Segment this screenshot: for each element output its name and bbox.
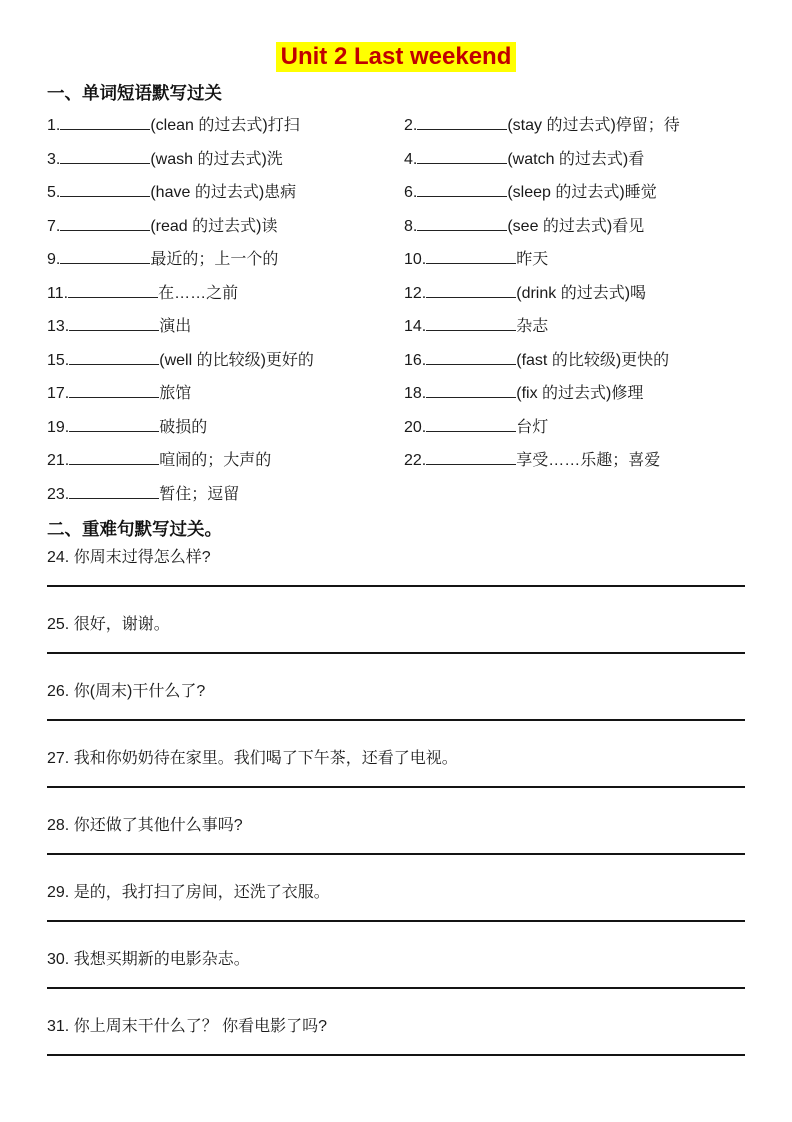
word-item-hint: 喧闹的；大声的: [159, 452, 272, 469]
word-item: [404, 411, 745, 445]
word-item-number: 1.: [47, 117, 61, 134]
word-item-hint: (read 的过去式)读: [150, 217, 278, 235]
word-item-hint: 在……之前: [158, 284, 239, 302]
sentence-list: [47, 547, 745, 1056]
word-item-number: 15.: [47, 351, 70, 369]
word-item-hint: (watch 的过去式)看: [507, 150, 645, 168]
word-item-hint: 演出: [159, 318, 192, 335]
word-item-number: 2.: [404, 117, 418, 134]
word-item-hint: (see 的过去式)看见: [507, 217, 645, 235]
sentence-text: 你还做了其他什么事吗?: [73, 817, 243, 834]
word-item: [404, 143, 745, 177]
word-blank-line: [69, 350, 159, 365]
word-item-hint: (fast 的比较级)更快的: [516, 351, 670, 369]
word-item-hint: 享受……乐趣；喜爱: [516, 452, 661, 469]
word-item: [404, 377, 745, 411]
word-item-number: 5.: [47, 184, 61, 201]
word-blank-line: [60, 216, 150, 231]
page-title: Unit 2 Last weekend: [276, 42, 517, 72]
word-item-hint: (sleep 的过去式)睡觉: [507, 184, 657, 201]
word-item-hint: (wash 的过去式)洗: [150, 150, 283, 168]
sentence-number: 26.: [47, 683, 70, 700]
word-item: [404, 344, 745, 378]
word-item: [404, 109, 745, 143]
word-blank-line: [426, 249, 516, 264]
word-item: [404, 277, 745, 311]
word-blank-line: [60, 149, 150, 164]
word-item: [47, 478, 404, 512]
word-blank-line: [426, 350, 516, 365]
word-item-number: 4.: [404, 150, 418, 168]
word-item-hint: (clean 的过去式)打扫: [150, 117, 300, 134]
word-item-number: 22.: [404, 452, 427, 469]
word-item-number: 8.: [404, 217, 418, 235]
word-item: [47, 176, 404, 210]
word-item-hint: 杂志: [516, 318, 549, 335]
answer-line: [47, 853, 745, 855]
word-item-hint: (have 的过去式)患病: [150, 184, 297, 201]
sentence-text: 很好，谢谢。: [73, 616, 170, 633]
sentence-number: 30.: [47, 951, 70, 968]
sentence-text: 是的，我打扫了房间，还洗了衣服。: [73, 884, 330, 901]
word-item-number: 6.: [404, 184, 418, 201]
sentence-text: 你上周末干什么了？ 你看电影了吗?: [73, 1018, 328, 1035]
section-sentences-heading: 二、重难句默写过关。: [47, 519, 222, 539]
word-item: [47, 310, 404, 344]
answer-line: [47, 652, 745, 654]
word-item-hint: 最近的；上一个的: [150, 251, 279, 268]
word-blank-line: [69, 316, 159, 331]
word-item-number: 16.: [404, 351, 427, 369]
word-item: [404, 444, 745, 478]
sentence-prompt: [47, 547, 745, 568]
word-item: [47, 210, 404, 244]
word-item-number: 12.: [404, 284, 427, 302]
answer-line: [47, 786, 745, 788]
word-blank-line: [60, 182, 150, 197]
word-blank-line: [68, 283, 158, 298]
sentence-block: [47, 614, 745, 654]
word-item-number: 19.: [47, 418, 70, 436]
word-item: [404, 210, 745, 244]
sentence-number: 31.: [47, 1018, 70, 1035]
sentence-number: 27.: [47, 750, 70, 767]
title-row: [47, 42, 745, 72]
word-item-number: 20.: [404, 418, 427, 436]
word-item: [47, 277, 404, 311]
word-item-hint: (well 的比较级)更好的: [159, 351, 314, 369]
word-list: [47, 109, 745, 511]
word-blank-line: [60, 115, 150, 130]
word-item-number: 17.: [47, 385, 70, 402]
word-blank-line: [69, 450, 159, 465]
sentence-block: [47, 815, 745, 855]
word-item: [47, 109, 404, 143]
word-item: [404, 176, 745, 210]
sentence-number: 29.: [47, 884, 70, 901]
word-item: [404, 243, 745, 277]
word-item-number: 9.: [47, 251, 61, 268]
answer-line: [47, 719, 745, 721]
word-item-hint: (drink 的过去式)喝: [516, 284, 647, 302]
word-item-number: 11.: [47, 284, 69, 302]
sentence-prompt: [47, 815, 745, 836]
word-item-hint: 破损的: [159, 418, 208, 436]
word-item-hint: (fix 的过去式)修理: [516, 385, 644, 402]
word-item-number: 14.: [404, 318, 427, 335]
word-item-number: 13.: [47, 318, 70, 335]
answer-line: [47, 1054, 745, 1056]
word-item: [47, 377, 404, 411]
word-blank-line: [69, 383, 159, 398]
word-item-number: 3.: [47, 150, 61, 168]
sentence-prompt: [47, 882, 745, 903]
answer-line: [47, 987, 745, 989]
word-blank-line: [426, 450, 516, 465]
word-item: [47, 444, 404, 478]
word-item-number: 18.: [404, 385, 427, 402]
answer-line: [47, 920, 745, 922]
word-blank-line: [417, 216, 507, 231]
word-item: [404, 310, 745, 344]
word-item: [47, 411, 404, 445]
sentence-text: 你(周末)干什么了?: [73, 683, 206, 700]
sentence-prompt: [47, 949, 745, 970]
word-item-number: 7.: [47, 217, 61, 235]
answer-line: [47, 585, 745, 587]
word-item-number: 21.: [47, 452, 70, 469]
sentence-block: [47, 681, 745, 721]
word-blank-line: [69, 417, 159, 432]
word-item: [47, 143, 404, 177]
word-blank-line: [426, 316, 516, 331]
word-blank-line: [417, 149, 507, 164]
sentence-block: [47, 748, 745, 788]
sentence-text: 我和你奶奶待在家里。我们喝了下午茶，还看了电视。: [73, 750, 458, 767]
word-item-hint: 昨天: [516, 251, 549, 268]
sentence-text: 你周末过得怎么样?: [73, 549, 211, 566]
word-item-number: 10.: [404, 251, 427, 268]
word-blank-line: [60, 249, 150, 264]
word-blank-line: [417, 115, 507, 130]
word-item-number: 23.: [47, 485, 70, 503]
sentence-number: 25.: [47, 616, 70, 633]
word-blank-line: [417, 182, 507, 197]
word-item-hint: 暂住；逗留: [159, 485, 240, 503]
sentence-prompt: [47, 614, 745, 635]
sentence-block: [47, 547, 745, 587]
sentence-prompt: [47, 1016, 745, 1037]
sentence-prompt: [47, 748, 745, 769]
sentence-number: 28.: [47, 817, 70, 834]
word-item-hint: 旅馆: [159, 385, 192, 402]
word-item: [47, 344, 404, 378]
word-blank-line: [69, 484, 159, 499]
sentence-prompt: [47, 681, 745, 702]
sentence-number: 24.: [47, 549, 70, 566]
sentence-text: 我想买期新的电影杂志。: [73, 951, 250, 968]
word-blank-line: [426, 417, 516, 432]
sentence-block: [47, 949, 745, 989]
word-item: [47, 243, 404, 277]
word-blank-line: [426, 383, 516, 398]
sentence-block: [47, 1016, 745, 1056]
word-blank-line: [426, 283, 516, 298]
sentence-block: [47, 882, 745, 922]
word-item-hint: 台灯: [516, 418, 549, 436]
word-item-hint: (stay 的过去式)停留；待: [507, 117, 680, 134]
section-words-heading: 一、单词短语默写过关: [47, 83, 222, 103]
